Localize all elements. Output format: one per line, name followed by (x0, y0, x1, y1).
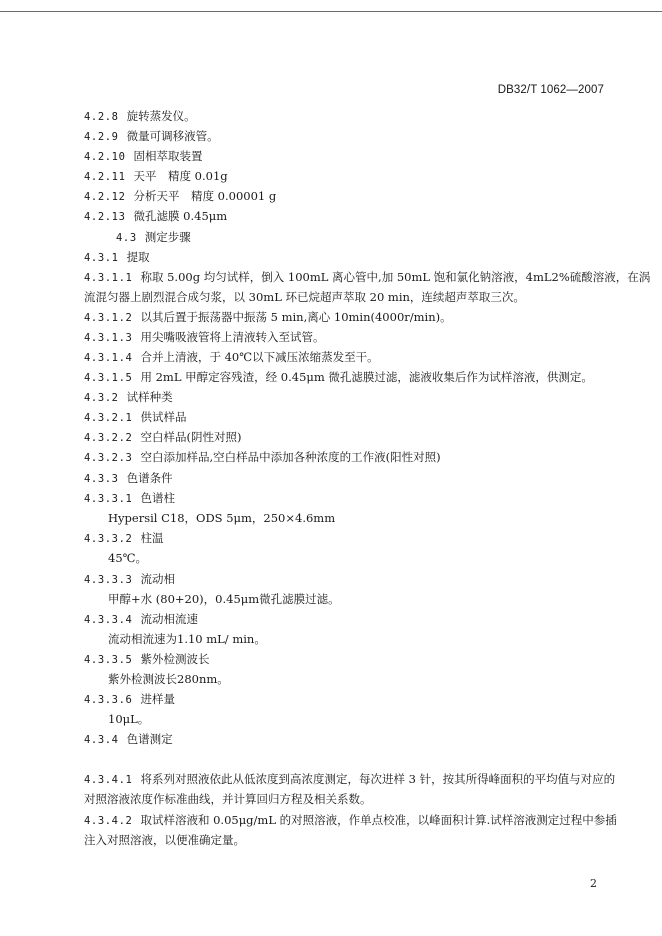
item-number: 4.2.11 (84, 171, 126, 183)
item-4-3-2-3 (84, 450, 441, 465)
item-4-3-4-1-continuation: 对照溶液浓度作标准曲线，并计算回归方程及相关系数。 (84, 792, 372, 806)
item-number: 4.2.8 (84, 111, 119, 123)
item-number: 4.2.10 (84, 151, 126, 163)
item-4-3-4-2-continuation: 注入对照溶液，以便准确定量。 (84, 833, 245, 847)
item-text: 用尖嘴吸液管将上清液转入至试管。 (140, 330, 325, 344)
item-text: 空白样品(阴性对照) (140, 430, 242, 444)
item-text: 分析天平 精度 0.00001 g (133, 189, 277, 203)
item-number: 4.3.3.1 (84, 493, 133, 505)
item-number: 4.3.3.5 (84, 654, 133, 666)
item-4-3-3-5 (84, 652, 209, 667)
item-4-2-13 (84, 209, 227, 224)
header-rule (0, 11, 662, 12)
item-text: 旋转蒸发仪。 (126, 109, 196, 123)
column-temperature: 45℃。 (108, 551, 147, 565)
item-number: 4.3.4 (84, 734, 119, 746)
item-4-3-4-2 (84, 813, 617, 828)
item-text: 将系列对照液依此从低浓度到高浓度测定，每次进样 3 针，按其所得峰面积的平均值与对应的 (140, 772, 616, 786)
page-number: 2 (590, 877, 597, 890)
injection-volume-spec: 10μL。 (108, 712, 150, 726)
item-number: 4.3.1.1 (84, 272, 133, 284)
item-number: 4.2.13 (84, 211, 126, 223)
item-text: 流动相 (140, 572, 175, 586)
item-number: 4.3.2.1 (84, 412, 133, 424)
item-text: 进样量 (140, 692, 175, 706)
column-spec: Hypersil C18，ODS 5μm，250×4.6mm (108, 511, 336, 525)
item-4-3-2 (84, 390, 173, 405)
item-4-3-2-2 (84, 430, 241, 445)
item-4-2-8 (84, 109, 196, 124)
item-text: 微孔滤膜 0.45μm (133, 209, 228, 223)
item-4-2-10 (84, 149, 203, 164)
item-number: 4.3.3.6 (84, 694, 133, 706)
item-number: 4.3.2 (84, 392, 119, 404)
item-4-3-1-5 (84, 370, 593, 385)
item-text: 取试样溶液和 0.05μg/mL 的对照溶液，作单点校准，以峰面积计算.试样溶液测定过程中参插 (140, 813, 617, 827)
item-text: 空白添加样品,空白样品中添加各种浓度的工作液(阳性对照) (140, 450, 441, 464)
standard-code: DB32/T 1062—2007 (497, 84, 604, 96)
item-4-3-1-4 (84, 350, 379, 365)
item-text: 测定步骤 (144, 230, 191, 244)
uv-wavelength-spec: 紫外检测波长280nm。 (108, 672, 229, 686)
item-4-3-3-6 (84, 692, 175, 707)
item-number: 4.3.2.3 (84, 452, 133, 464)
item-number: 4.3.4.1 (84, 774, 133, 786)
item-4-3-1-3 (84, 330, 324, 345)
item-number: 4.3.1.4 (84, 352, 133, 364)
item-text: 称取 5.00g 均匀试样，倒入 100mL 离心管中,加 50mL 饱和氯化钠溶液，4mL2%硫酸溶液，在涡 (140, 270, 651, 284)
item-4-2-12 (84, 189, 276, 204)
item-text: 固相萃取装置 (133, 149, 203, 163)
flow-rate-spec: 流动相流速为1.10 mL/ min。 (108, 632, 266, 646)
item-number: 4.2.9 (84, 131, 119, 143)
item-text: 色谱测定 (126, 732, 173, 746)
item-number: 4.3.3.3 (84, 574, 133, 586)
item-text: 提取 (126, 250, 150, 264)
item-text: 以其后置于振荡器中振荡 5 min,离心 10min(4000r/min)。 (140, 310, 452, 324)
item-number: 4.3.4.2 (84, 815, 133, 827)
item-number: 4.3.3.2 (84, 533, 133, 545)
item-4-3-3-4 (84, 612, 198, 627)
item-4-3-4-1 (84, 772, 615, 787)
item-text: 供试样品 (140, 410, 187, 424)
item-number: 4.3.3.4 (84, 614, 133, 626)
item-4-3-3-2 (84, 531, 163, 546)
item-text: 天平 精度 0.01g (133, 169, 228, 183)
item-4-3-1 (84, 250, 150, 265)
item-text: 微量可调移液管。 (126, 129, 219, 143)
item-4-2-11 (84, 169, 228, 184)
item-4-2-9 (84, 129, 219, 144)
section-heading-4-3 (116, 230, 191, 245)
item-4-3-1-2 (84, 310, 452, 325)
item-4-3-1-1-continuation: 流混匀器上剧烈混合成匀浆，以 30mL 环已烷超声萃取 20 min，连续超声萃取三次。 (84, 290, 525, 304)
item-text: 试样种类 (126, 390, 173, 404)
item-text: 柱温 (140, 531, 164, 545)
item-text: 用 2mL 甲醇定容残渣，经 0.45μm 微孔滤膜过滤，滤液收集后作为试样溶液，供测定。 (140, 370, 593, 384)
item-text: 流动相流速 (140, 612, 198, 626)
item-text: 色谱条件 (126, 471, 173, 485)
item-number: 4.3.1.5 (84, 372, 133, 384)
item-number: 4.3.1.2 (84, 312, 133, 324)
item-number: 4.3.2.2 (84, 432, 133, 444)
item-number: 4.3.3 (84, 473, 119, 485)
item-4-3-3 (84, 471, 173, 486)
item-4-3-3-1 (84, 491, 175, 506)
item-number: 4.3.1.3 (84, 332, 133, 344)
item-text: 合并上清液，于 40℃以下减压浓缩蒸发至干。 (140, 350, 379, 364)
item-text: 紫外检测波长 (140, 652, 210, 666)
item-number: 4.2.12 (84, 191, 126, 203)
mobile-phase-spec: 甲醇+水 (80+20)，0.45μm微孔滤膜过滤。 (108, 592, 340, 606)
item-4-3-1-1 (84, 270, 650, 285)
item-4-3-4 (84, 732, 173, 747)
item-4-3-2-1 (84, 410, 186, 425)
item-text: 色谱柱 (140, 491, 175, 505)
item-4-3-3-3 (84, 572, 175, 587)
item-number: 4.3 (116, 232, 137, 244)
item-number: 4.3.1 (84, 252, 119, 264)
